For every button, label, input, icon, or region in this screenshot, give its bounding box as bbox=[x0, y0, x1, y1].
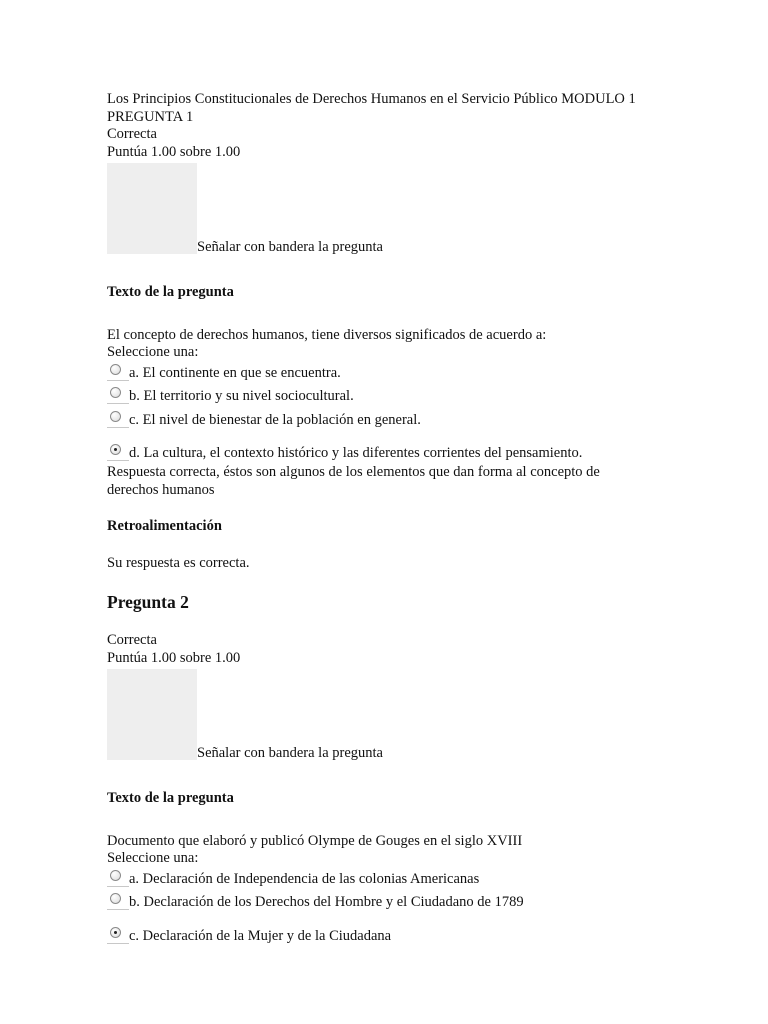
radio-button-selected[interactable] bbox=[107, 924, 129, 944]
question-2-status: Correcta bbox=[107, 632, 157, 648]
option-label: c. Declaración de la Mujer y de la Ciudadana bbox=[129, 927, 392, 944]
question-2-select-label: Seleccione una: bbox=[107, 850, 199, 866]
option-label: c. El nivel de bienestar de la población en general. bbox=[129, 411, 421, 428]
option-label: b. Declaración de los Derechos del Hombre y el Ciudadano de 1789 bbox=[129, 894, 524, 910]
feedback-heading: Retroalimentación bbox=[107, 518, 222, 534]
question-1-status: Correcta bbox=[107, 126, 157, 142]
question-1-option-a[interactable] bbox=[107, 365, 727, 389]
question-1-prompt: El concepto de derechos humanos, tiene diversos significados de acuerdo a: bbox=[107, 326, 547, 343]
radio-circle-icon bbox=[110, 364, 121, 375]
option-label: a. El continente en que se encuentra. bbox=[129, 364, 341, 381]
radio-selected-icon bbox=[110, 444, 121, 455]
radio-circle-icon bbox=[110, 387, 121, 398]
question-2-option-a[interactable] bbox=[107, 871, 727, 895]
document-title: Los Principios Constitucionales de Derechos Humanos en el Servicio Público MODULO 1 bbox=[107, 91, 636, 107]
question-1-flag-image[interactable] bbox=[107, 163, 383, 255]
radio-circle-icon bbox=[110, 411, 121, 422]
feedback-text: Su respuesta es correcta. bbox=[107, 554, 250, 571]
question-2-flag-image[interactable] bbox=[107, 669, 383, 761]
question-2-score: Puntúa 1.00 sobre 1.00 bbox=[107, 649, 241, 666]
radio-button[interactable] bbox=[107, 384, 129, 404]
option-label: a. Declaración de Independencia de las colonias Americanas bbox=[129, 870, 480, 887]
question-2-text-heading: Texto de la pregunta bbox=[107, 790, 234, 806]
question-1-text-heading: Texto de la pregunta bbox=[107, 284, 234, 300]
question-2-options bbox=[107, 871, 727, 952]
question-1-option-c[interactable] bbox=[107, 412, 727, 436]
question-2-prompt: Documento que elaboró y publicó Olympe de Gouges en el siglo XVIII bbox=[107, 832, 523, 849]
question-1-correct-note-cont: derechos humanos bbox=[107, 481, 215, 498]
question-1-flag-label[interactable]: Señalar con bandera la pregunta bbox=[197, 238, 383, 255]
document-page bbox=[107, 91, 727, 951]
question-1-option-b[interactable] bbox=[107, 388, 727, 412]
question-1-select-label: Seleccione una: bbox=[107, 344, 199, 360]
radio-button-selected[interactable] bbox=[107, 441, 129, 461]
radio-circle-icon bbox=[110, 893, 121, 904]
question-2-option-b[interactable] bbox=[107, 894, 727, 918]
radio-selected-icon bbox=[110, 927, 121, 938]
question-1-label: PREGUNTA 1 bbox=[107, 108, 194, 125]
question-1-option-d[interactable] bbox=[107, 445, 727, 464]
question-2-flag-label[interactable]: Señalar con bandera la pregunta bbox=[197, 744, 383, 761]
question-2-option-c[interactable] bbox=[107, 928, 727, 952]
question-1-correct-note: Respuesta correcta, éstos son algunos de los elementos que dan forma al concepto de bbox=[107, 464, 600, 480]
question-1-options bbox=[107, 365, 727, 465]
radio-button[interactable] bbox=[107, 361, 129, 381]
option-label: d. La cultura, el contexto histórico y las diferentes corrientes del pensamiento. bbox=[129, 445, 583, 461]
option-label: b. El territorio y su nivel sociocultural. bbox=[129, 388, 354, 404]
radio-circle-icon bbox=[110, 870, 121, 881]
question-2-heading: Pregunta 2 bbox=[107, 592, 189, 612]
radio-button[interactable] bbox=[107, 408, 129, 428]
radio-button[interactable] bbox=[107, 890, 129, 910]
radio-button[interactable] bbox=[107, 867, 129, 887]
question-1-score: Puntúa 1.00 sobre 1.00 bbox=[107, 143, 241, 160]
